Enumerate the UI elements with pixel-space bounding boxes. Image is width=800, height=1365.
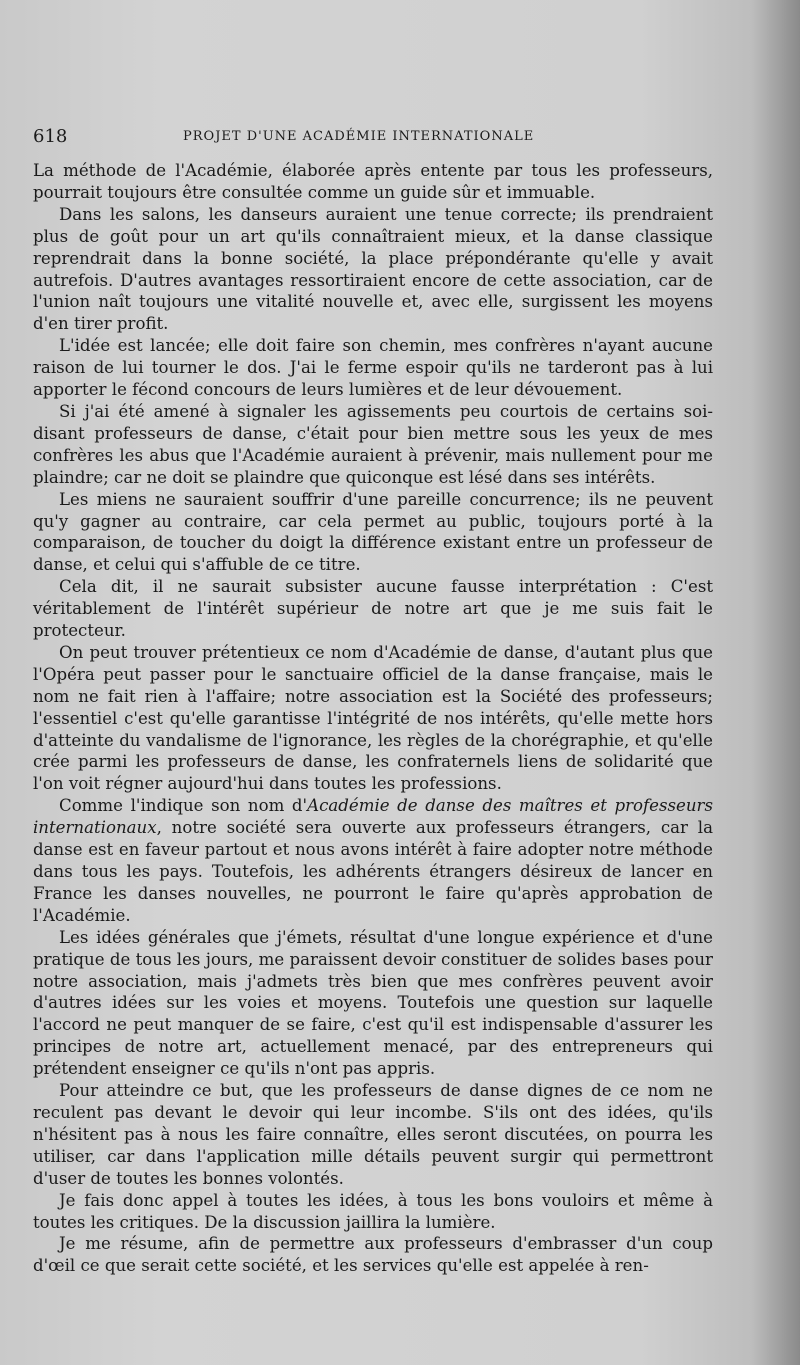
paragraph: Les idées générales que j'émets, résultat d'une longue expérience et d'une pratique de tous les jours, me paraissent devoir constituer de solides bases pour notre association, mais j'admets très bien que mes confrères peuvent avoir d'autres idées sur les voies et moyens. Toutefois une question sur laquelle l'accord ne peut manquer de se faire, c'est qu'il est indispensable d'assurer les principes de notre art, actuellement menacé, par des entrepreneurs qui prétendent enseigner ce qu'ils n'ont pas appris. <box>33 927 713 1079</box>
paragraph <box>33 795 713 926</box>
paragraph: L'idée est lancée; elle doit faire son chemin, mes confrères n'ayant aucune raison de lui tourner le dos. J'ai le ferme espoir qu'ils ne tarderont pas à lui apporter le fécond concours de leurs lumières et de leur dévouement. <box>33 336 713 400</box>
paragraph-text: Comme l'indique son nom d' <box>59 796 308 816</box>
page-header <box>33 126 713 150</box>
page-number: 618 <box>33 126 68 147</box>
paragraph: Si j'ai été amené à signaler les agissements peu courtois de certains soi-disant professeurs de danse, c'était pour bien mettre sous les yeux de mes confrères les abus que l'Académie auraient à prévenir, mais nullement pour me plaindre; car ne doit se plaindre que quiconque est lésé dans ses intérêts. <box>33 401 713 487</box>
academy-name-italic: Académie de danse des maîtres et professeurs internationaux <box>33 796 713 838</box>
paragraph: Pour atteindre ce but, que les professeurs de danse dignes de ce nom ne reculent pas devant le devoir qui leur incombe. S'ils ont des idées, qu'ils n'hésitent pas à nous les faire connaître, elles seront discutées, on pourra les utiliser, car dans l'application mille détails peuvent surgir qui permettront d'user de toutes les bonnes volontés. <box>33 1081 713 1188</box>
running-title: PROJET D'UNE ACADÉMIE INTERNATIONALE <box>183 129 535 144</box>
paragraph: Les miens ne sauraient souffrir d'une pareille concurrence; ils ne peuvent qu'y gagner au contraire, car cela permet au public, toujours porté à la comparaison, de toucher du doigt la différence existant entre un professeur de danse, et celui qui s'affuble de ce titre. <box>33 489 713 575</box>
body-text <box>33 160 713 1277</box>
paragraph: Je fais donc appel à toutes les idées, à tous les bons vouloirs et même à toutes les critiques. De la discussion jaillira la lumière. <box>33 1190 713 1232</box>
paragraph: On peut trouver prétentieux ce nom d'Académie de danse, d'autant plus que l'Opéra peut passer pour le sanctuaire officiel de la danse française, mais le nom ne fait rien à l'affaire; notre association est la Société des professeurs; l'essentiel c'est qu'elle garantisse l'intégrité de nos intérêts, qu'elle mette hors d'atteinte du vandalisme de l'ignorance, les règles de la chorégraphie, et qu'elle crée parmi les professeurs de danse, les confraternels liens de solidarité que l'on voit régner aujourd'hui dans toutes les professions. <box>33 642 713 794</box>
paragraph: Dans les salons, les danseurs auraient une tenue correcte; ils prendraient plus de goût pour un art qu'ils connaîtraient mieux, et la danse classique reprendrait dans la bonne société, la place prépondérante qu'elle y avait autrefois. D'autres avantages ressortiraient encore de cette association, car de l'union naît toujours une vitalité nouvelle et, avec elle, surgissent les moyens d'en tirer profit. <box>33 204 713 334</box>
paragraph: La méthode de l'Académie, élaborée après entente par tous les professeurs, pourrait toujours être consultée comme un guide sûr et immuable. <box>33 161 713 202</box>
paragraph: Cela dit, il ne saurait subsister aucune fausse interprétation : C'est véritablement de l'intérêt supérieur de notre art que je me suis fait le protecteur. <box>33 577 713 641</box>
paragraph-text: , notre société sera ouverte aux professeurs étrangers, car la danse est en faveur partout et nous avons intérêt à faire adopter notre méthode dans tous les pays. Toutefois, les adhérents étrangers désireux de lancer en France les danses nouvelles, ne pourront le faire qu'après approbation de l'Académie. <box>33 818 713 925</box>
paragraph: Je me résume, afin de permettre aux professeurs d'embrasser d'un coup d'œil ce que serait cette société, et les services qu'elle est appelée à ren- <box>33 1234 713 1276</box>
